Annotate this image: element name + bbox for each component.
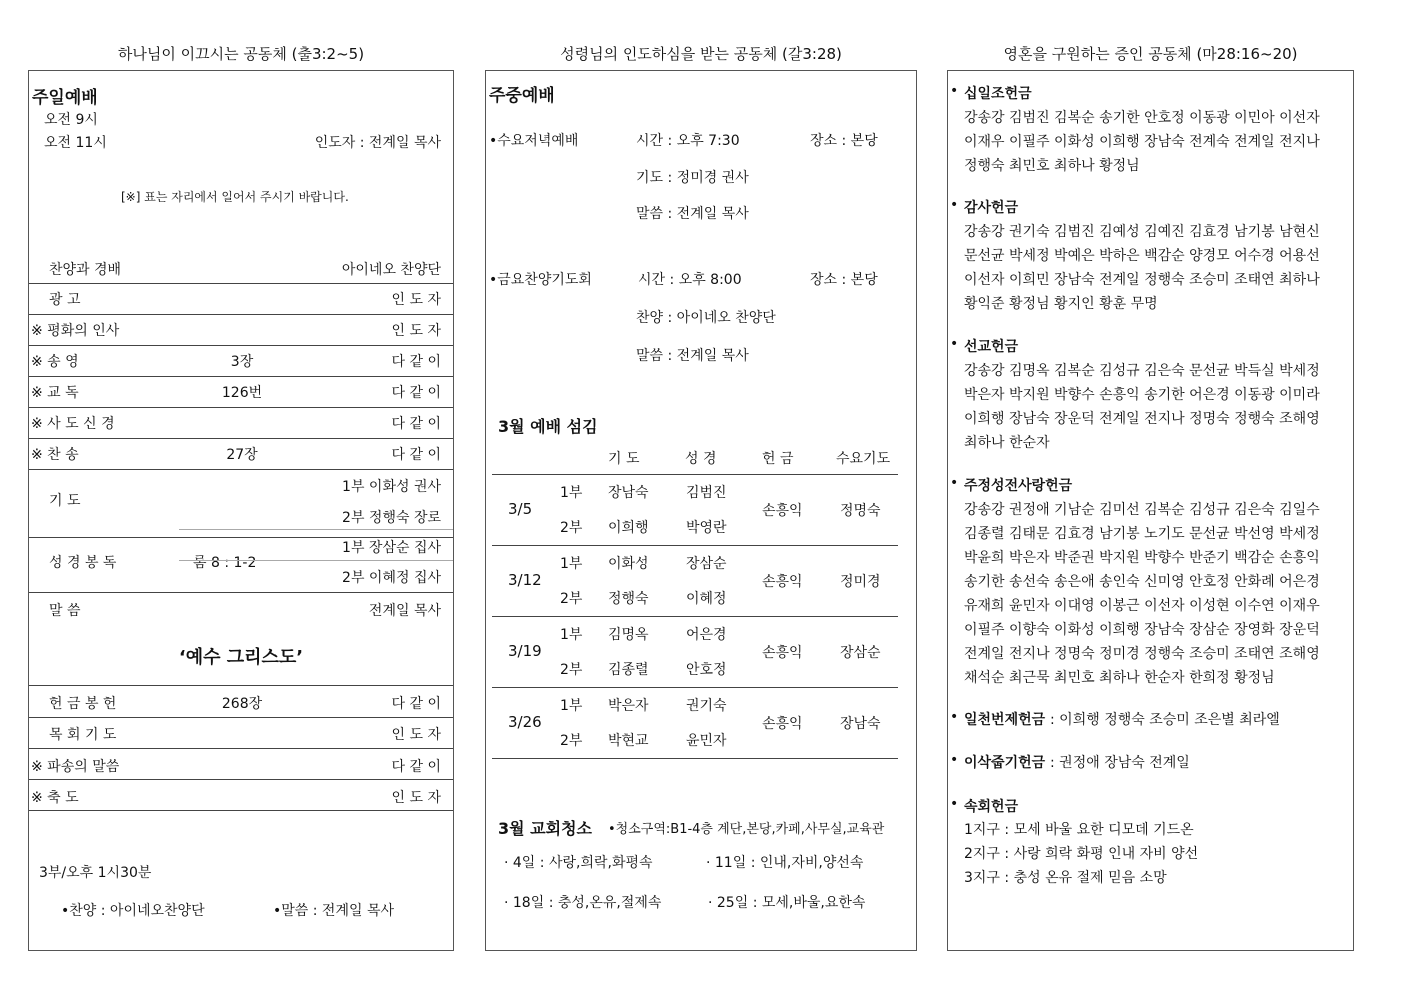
column-header-offering: 헌 금 [762, 451, 794, 467]
order-item-reference: 3장 [230, 354, 254, 370]
donor-names-line: 강송강 김명옥 김복순 김성규 김은숙 문선균 박득실 박세정 [964, 363, 1320, 379]
offering-category-title: 속회헌금 [964, 799, 1019, 815]
prayer-first-service: 1부 이화성 권사 [342, 479, 441, 495]
divider [492, 687, 898, 688]
prayer-leader: 장남숙 [608, 485, 649, 501]
divider [29, 438, 453, 439]
worship-leader: 인도자 : 전계일 목사 [314, 135, 441, 151]
cleaning-area: •청소구역:B1-4층 계단,본당,카페,사무실,교육관 [608, 822, 885, 837]
order-item-reference: 268장 [221, 696, 263, 712]
sermon-title: ‘예수 그리스도’ [178, 647, 304, 668]
donor-names-line: 문선균 박세정 박예은 박하은 백감순 양경모 어수경 어용선 [964, 248, 1320, 264]
cleaning-week-3: · 18일 : 충성,온유,절제속 [504, 895, 662, 911]
order-item-reference: 27장 [226, 447, 258, 463]
scripture-reference: 롬 8 : 1-2 [193, 555, 257, 571]
divider [29, 376, 453, 377]
offering-category-title: 십일조헌금 [964, 86, 1032, 102]
order-item-name: ※ 사 도 신 경 [31, 416, 115, 432]
service-part: 2부 [560, 733, 583, 749]
order-item-name: ※ 축 도 [31, 790, 79, 806]
cleaning-week-1: · 4일 : 사랑,희락,화평속 [504, 855, 653, 871]
district-offering-line: 1지구 : 모세 바울 요한 디모데 기드온 [964, 822, 1194, 838]
divider [29, 407, 453, 408]
donor-names-line: 박은자 박지원 박향수 손흥익 송기한 어은경 이동광 이미라 [964, 387, 1320, 403]
donor-names-line: : 이희행 정행숙 조승미 조은별 최라엘 [1050, 712, 1280, 728]
donor-names-line: 정행숙 최민호 최하나 황정님 [964, 158, 1140, 174]
offering-panel [947, 70, 1354, 951]
divider [29, 469, 453, 470]
week-date: 3/19 [508, 642, 542, 660]
order-item-leader: 인 도 자 [391, 727, 441, 743]
scripture-reader: 김범진 [686, 485, 727, 501]
middle-column-header: 성령님의 인도하심을 받는 공동체 (갈3:28) [560, 45, 842, 63]
column-header-scripture: 성 경 [685, 451, 717, 467]
right-column-header: 영혼을 구원하는 증인 공동체 (마28:16~20) [1003, 45, 1298, 63]
prayer-leader: 이희행 [608, 520, 649, 536]
order-item-leader: 인 도 자 [391, 323, 441, 339]
divider [29, 314, 453, 315]
third-service-time: 3부/오후 1시30분 [39, 865, 152, 881]
prayer-leader: 김종렬 [608, 662, 649, 678]
donor-names-line: 이선자 이희민 장남숙 전계일 정행숙 조승미 조태연 최하나 [964, 272, 1320, 288]
order-item-name: 광 고 [49, 292, 81, 308]
scripture-reader: 장삼순 [686, 556, 727, 572]
donor-names-line: 김종렬 김태문 김효경 남기봉 노기도 문선균 박선영 박세정 [964, 526, 1320, 542]
donor-names-line: 이희행 장남숙 장운덕 전계일 전지나 정명숙 정행숙 조해영 [964, 411, 1320, 427]
service-part: 1부 [560, 627, 583, 643]
bullet: • [950, 83, 959, 99]
order-item-leader: 다 같 이 [391, 759, 441, 775]
bullet: • [950, 752, 959, 768]
wednesday-prayer-leader: 장남숙 [840, 716, 881, 732]
sunday-worship-panel [28, 70, 454, 951]
bullet: • [950, 709, 959, 725]
divider [29, 345, 453, 346]
column-header-wednesday-prayer: 수요기도 [836, 451, 891, 467]
order-item-leader: 인 도 자 [391, 790, 441, 806]
donor-names-line: 이필주 이향숙 이화성 이희행 장남숙 장삼순 장영화 장운덕 [964, 622, 1320, 638]
divider [29, 592, 453, 593]
wednesday-service-label: •수요저녁예배 [489, 133, 579, 149]
order-item-name: 목 회 기 도 [49, 727, 117, 743]
weekday-worship-title: 주중예배 [489, 86, 555, 106]
friday-service-label: •금요찬양기도회 [489, 272, 592, 288]
left-column-header: 하나님이 이끄시는 공동체 (출3:2~5) [117, 45, 365, 63]
standing-notice: [※] 표는 자리에서 일어서 주시기 바랍니다. [121, 190, 349, 204]
divider [492, 474, 898, 475]
service-part: 2부 [560, 520, 583, 536]
prayer-second-service: 2부 정행숙 장로 [342, 510, 441, 526]
bullet: • [950, 197, 959, 213]
order-item-name: 헌 금 봉 헌 [49, 696, 117, 712]
sunday-worship-title: 주일예배 [32, 88, 98, 108]
order-item-reference: 126번 [221, 385, 263, 401]
friday-service-place: 장소 : 본당 [810, 272, 878, 288]
cleaning-title: 3월 교회청소 [498, 819, 592, 838]
scripture-reader: 박영란 [686, 520, 727, 536]
friday-sermon: 말씀 : 전계일 목사 [636, 348, 749, 364]
offering-category-title: 일천번제헌금 [964, 712, 1046, 728]
divider [29, 748, 453, 749]
service-part: 1부 [560, 698, 583, 714]
donor-names-line: 유재희 윤민자 이대영 이봉근 이선자 이성현 이수연 이재우 [964, 598, 1320, 614]
bullet: • [950, 796, 959, 812]
divider [29, 283, 453, 284]
district-offering-line: 2지구 : 사랑 희락 화평 인내 자비 양선 [964, 846, 1199, 862]
service-part: 1부 [560, 556, 583, 572]
order-item-leader: 다 같 이 [391, 416, 441, 432]
offering-leader: 손흥익 [762, 574, 803, 590]
third-service-praise: •찬양 : 아이네오찬양단 [61, 903, 205, 919]
prayer-leader: 이화성 [608, 556, 649, 572]
service-time-2: 오전 11시 [44, 135, 107, 151]
wednesday-prayer-leader: 정명숙 [840, 503, 881, 519]
donor-names-line: 강송강 김범진 김복순 송기한 안호정 이동광 이민아 이선자 [964, 110, 1320, 126]
offering-category-title: 이삭줍기헌금 [964, 755, 1046, 771]
order-item-leader: 다 같 이 [391, 696, 441, 712]
offering-leader: 손흥익 [762, 716, 803, 732]
order-item-name: 말 씀 [49, 603, 81, 619]
order-item-leader: 인 도 자 [391, 292, 441, 308]
donor-names-line: 송기한 송선숙 송은애 송인숙 신미영 안호정 안화례 어은경 [964, 574, 1320, 590]
cleaning-week-2: · 11일 : 인내,자비,양선속 [706, 855, 864, 871]
wednesday-prayer-leader: 정미경 [840, 574, 881, 590]
week-date: 3/12 [508, 571, 542, 589]
bullet: • [950, 475, 959, 491]
offering-category-title: 주정성전사랑헌금 [964, 478, 1073, 494]
divider [492, 545, 898, 546]
order-item-name: ※ 파송의 말씀 [31, 759, 120, 775]
cleaning-week-4: · 25일 : 모세,바울,요한속 [708, 895, 866, 911]
divider [492, 616, 898, 617]
wednesday-prayer: 기도 : 정미경 권사 [636, 170, 749, 186]
week-date: 3/26 [508, 713, 542, 731]
order-item-name: ※ 송 영 [31, 354, 79, 370]
order-item-leader: 다 같 이 [391, 447, 441, 463]
order-item-name: ※ 교 독 [31, 385, 79, 401]
order-item-name: ※ 평화의 인사 [31, 323, 120, 339]
scripture-reader: 안호정 [686, 662, 727, 678]
offering-category-title: 감사헌금 [964, 200, 1019, 216]
divider [492, 758, 898, 759]
friday-praise: 찬양 : 아이네오 찬양단 [636, 310, 776, 326]
order-item-leader: 다 같 이 [391, 354, 441, 370]
scripture-reader: 권기숙 [686, 698, 727, 714]
scripture-reader: 윤민자 [686, 733, 727, 749]
column-header-prayer: 기 도 [608, 451, 640, 467]
order-item-name: 찬양과 경배 [49, 262, 122, 278]
service-part: 2부 [560, 662, 583, 678]
scripture-reader: 어은경 [686, 627, 727, 643]
prayer-leader: 박은자 [608, 698, 649, 714]
sermon-preacher: 전계일 목사 [368, 603, 441, 619]
donor-names-line: 강송강 권기숙 김범진 김예성 김예진 김효경 남기봉 남현신 [964, 224, 1320, 240]
scripture-reader: 이혜정 [686, 591, 727, 607]
third-service-sermon: •말씀 : 전계일 목사 [273, 903, 394, 919]
divider [179, 529, 453, 530]
donor-names-line: 채석순 최근묵 최민호 최하나 한순자 한희정 황정님 [964, 670, 1275, 686]
service-time-1: 오전 9시 [44, 112, 98, 128]
offering-leader: 손흥익 [762, 645, 803, 661]
wednesday-service-time: 시간 : 오후 7:30 [636, 133, 740, 149]
donor-names-line: 황익준 황정님 황지인 황훈 무명 [964, 296, 1158, 312]
wednesday-sermon: 말씀 : 전계일 목사 [636, 206, 749, 222]
donor-names-line: : 권정애 장남숙 전계일 [1050, 755, 1190, 771]
donor-names-line: 전계일 전지나 정명숙 정미경 정행숙 조승미 조태연 조해영 [964, 646, 1320, 662]
wednesday-service-place: 장소 : 본당 [810, 133, 878, 149]
divider [29, 685, 453, 686]
offering-leader: 손흥익 [762, 503, 803, 519]
reading-first-service: 1부 장삼순 집사 [342, 540, 441, 556]
divider [29, 810, 453, 811]
donor-names-line: 강송강 권정애 기남순 김미선 김복순 김성규 김은숙 김일수 [964, 502, 1320, 518]
reading-second-service: 2부 이혜정 집사 [342, 570, 441, 586]
donor-names-line: 최하나 한순자 [964, 435, 1050, 451]
divider [29, 779, 453, 780]
order-item-leader: 다 같 이 [391, 385, 441, 401]
wednesday-prayer-leader: 장삼순 [840, 645, 881, 661]
offering-category-title: 선교헌금 [964, 339, 1019, 355]
order-item-name: 성 경 봉 독 [49, 555, 117, 571]
prayer-leader: 정행숙 [608, 591, 649, 607]
friday-service-time: 시간 : 오후 8:00 [638, 272, 742, 288]
service-schedule-title: 3월 예배 섬김 [498, 417, 598, 436]
donor-names-line: 이재우 이필주 이화성 이희행 장남숙 전계숙 전계일 전지나 [964, 134, 1320, 150]
week-date: 3/5 [508, 500, 533, 518]
bullet: • [950, 336, 959, 352]
divider [179, 560, 453, 561]
order-item-name: ※ 찬 송 [31, 447, 79, 463]
donor-names-line: 박윤희 박은자 박준권 박지원 박향수 반준기 백감순 손흥익 [964, 550, 1320, 566]
district-offering-line: 3지구 : 충성 온유 절제 믿음 소망 [964, 870, 1167, 886]
service-part: 1부 [560, 485, 583, 501]
prayer-leader: 김명옥 [608, 627, 649, 643]
divider [29, 717, 453, 718]
order-item-leader: 아이네오 찬양단 [341, 262, 441, 278]
weekday-worship-panel [485, 70, 917, 951]
prayer-leader: 박현교 [608, 733, 649, 749]
service-part: 2부 [560, 591, 583, 607]
order-item-name: 기 도 [49, 493, 81, 509]
